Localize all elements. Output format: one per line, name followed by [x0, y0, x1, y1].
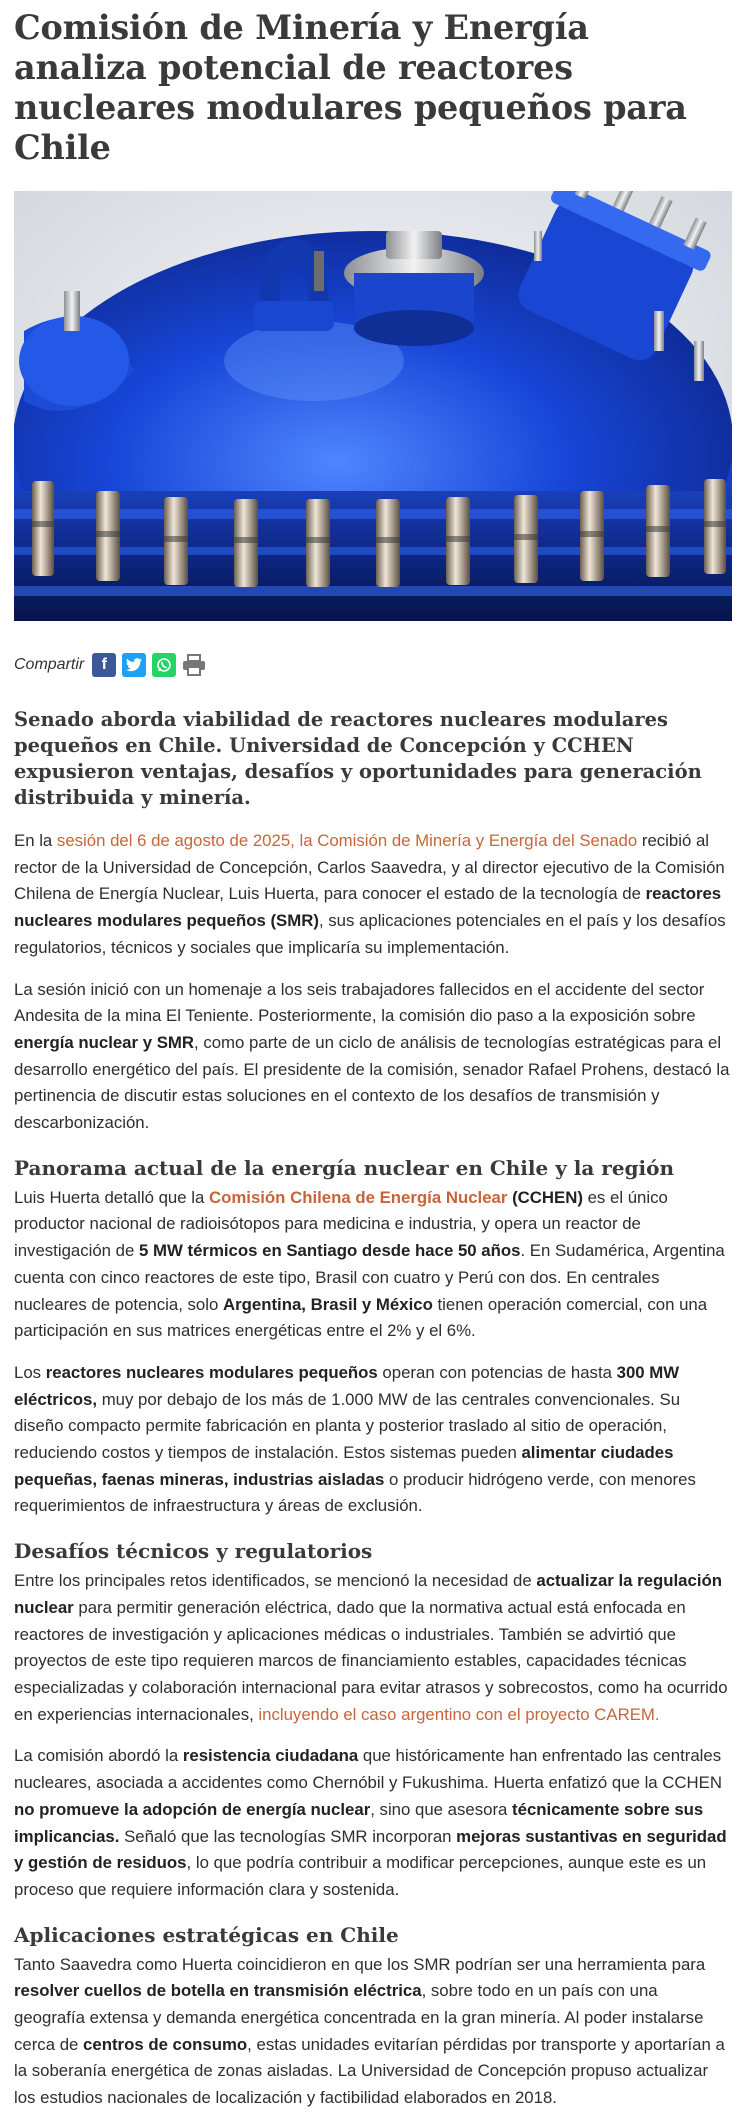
facebook-icon[interactable]: f — [92, 653, 116, 677]
session-link[interactable]: sesión del 6 de agosto de 2025, la Comisión de Minería y Energía del Senado — [56, 831, 638, 850]
paragraph-4: Los reactores nucleares modulares pequeños operan con potencias de hasta 300 MW eléctricos, muy por debajo de los más de 1.000 MW de las centrales convencionales. Su diseño compacto permite fabricación en planta y posterior traslado al sitio de operación, reduciendo costos y tiempos de instalación. Estos sistemas pueden alimentar ciudades pequeñas, faenas mineras, industrias aisladas o producir hidrógeno verde, con menores requerimientos de infraestructura y áreas de exclusión. — [14, 1362, 696, 1516]
section-heading-desafios: Desafíos técnicos y regulatorios — [14, 1539, 373, 1564]
paragraph-3: Luis Huerta detalló que la Comisión Chilena de Energía Nuclear (CCHEN) es el único productor nacional de radioisótopos para medicina e industria, y opera un reactor de investigación de 5 MW térmicos en Santiago desde hace 50 años. En Sudamérica, Argentina cuenta con cinco reactores de este tipo, Brasil con cuatro y Perú con dos. En centrales nucleares de potencia, solo Argentina, Brasil y México tienen operación comercial, con una participación en sus matrices energéticas entre el 2% y el 6%. — [14, 1187, 725, 1341]
reactor-vessel-illustration — [14, 191, 732, 621]
share-bar — [14, 652, 732, 678]
paragraph-2: La sesión inició con un homenaje a los seis trabajadores fallecidos en el accidente del sector Andesita de la mina El Teniente. Posteriormente, la comisión dio paso a la exposición sobre energía nuclear y SMR, como parte de un ciclo de análisis de tecnologías estratégicas para el desarrollo energético del país. El presidente de la comisión, senador Rafael Prohens, destacó la pertinencia de discutir estas soluciones en el contexto de los desafíos de transmisión y descarbonización. — [14, 979, 730, 1133]
cchen-link[interactable]: Comisión Chilena de Energía Nuclear — [208, 1187, 508, 1207]
share-label: Compartir — [14, 656, 85, 673]
paragraph-5: Entre los principales retos identificados, se mencionó la necesidad de actualizar la regulación nuclear para permitir generación eléctrica, dado que la normativa actual está enfocada en reactores de investigación y aplicaciones médicas o industriales. También se advirtió que proyectos de este tipo requieren marcos de financiamiento estables, capacidades técnicas especializadas y colaboración internacional para evitar atrasos y sobrecostos, como ha ocurrido en experiencias internacionales, incluyendo el caso argentino con el proyecto CAREM. — [14, 1571, 728, 1724]
paragraph-7: Tanto Saavedra como Huerta coincidieron en que los SMR podrían ser una herramienta para resolver cuellos de botella en transmisión eléctrica, sobre todo en un país con una geografía extensa y demanda energética concentrada en la gran minería. Al poder instalarse cerca de centros de consumo, estas unidades evitarían pérdidas por transporte y aportarían a la soberanía energética de zonas aisladas. La Universidad de Concepción propuso actualizar los estudios nacionales de localización y factibilidad elaborados en 2018. — [14, 1954, 725, 2108]
paragraph-1: En la sesión del 6 de agosto de 2025, la Comisión de Minería y Energía del Senado recibió al rector de la Universidad de Concepción, Carlos Saavedra, y al director ejecutivo de la Comisión Chilena de Energía Nuclear, Luis Huerta, para conocer el estado de la tecnología de reactores nucleares modulares pequeños (SMR), sus aplicaciones potenciales en el país y los desafíos regulatorios, técnicos y sociales que implicaría su implementación. — [14, 831, 726, 957]
article — [14, 8, 732, 2112]
section-heading-aplicaciones: Aplicaciones estratégicas en Chile — [14, 1922, 399, 1947]
hero-image — [14, 191, 732, 621]
print-icon[interactable] — [182, 653, 206, 677]
twitter-icon[interactable] — [122, 653, 146, 677]
article-lead: Senado aborda viabilidad de reactores nucleares modulares pequeños en Chile. Universidad de Concepción y CCHEN expusieron ventajas, desafíos y oportunidades para generación distribuida y minería. — [14, 708, 702, 809]
page-title: Comisión de Minería y Energía analiza potencial de reactores nucleares modulares pequeños para Chile — [14, 8, 687, 167]
whatsapp-icon[interactable] — [152, 653, 176, 677]
carem-link[interactable]: incluyendo el caso argentino con el proyecto CAREM. — [258, 1704, 660, 1724]
paragraph-6: La comisión abordó la resistencia ciudadana que históricamente han enfrentado las centrales nucleares, asociada a accidentes como Chernóbil y Fukushima. Huerta enfatizó que la CCHEN no promueve la adopción de energía nuclear, sino que asesora técnicamente sobre sus implicancias. Señaló que las tecnologías SMR incorporan mejoras sustantivas en seguridad y gestión de residuos, lo que podría contribuir a modificar percepciones, aunque este es un proceso que requiere información clara y sostenida. — [14, 1746, 727, 1899]
section-heading-panorama: Panorama actual de la energía nuclear en Chile y la región — [14, 1155, 675, 1180]
